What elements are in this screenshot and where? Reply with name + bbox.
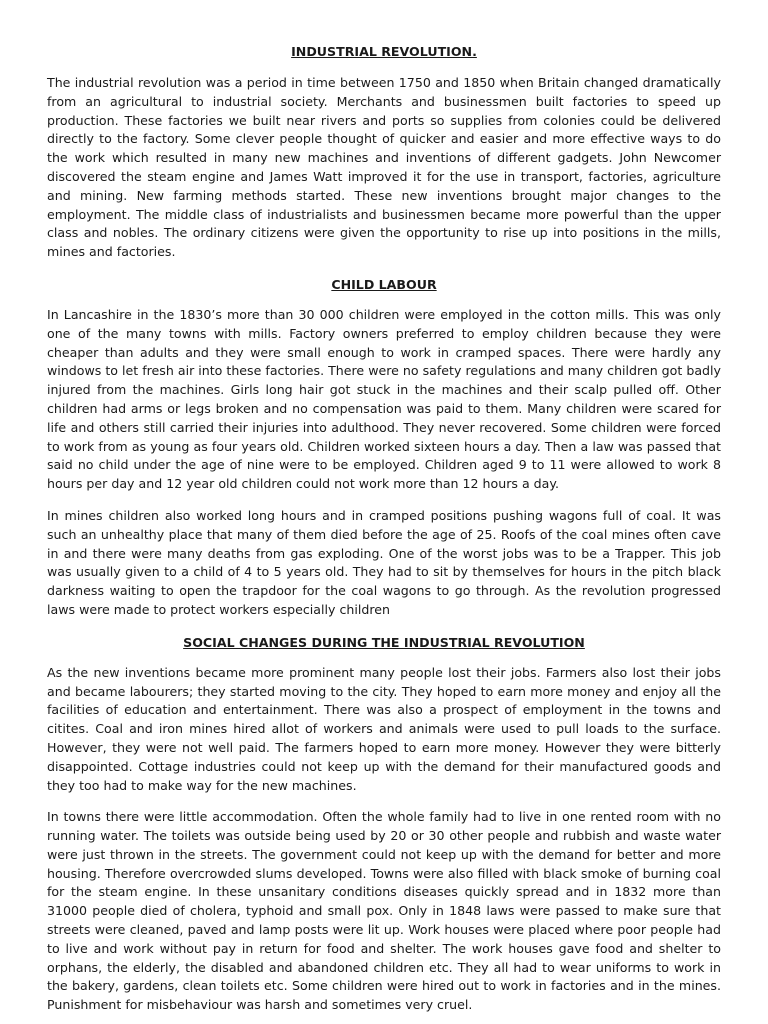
section-heading-child-labour: CHILD LABOUR <box>331 276 437 292</box>
section-heading-social-changes: SOCIAL CHANGES DURING THE INDUSTRIAL REVOLUTION <box>183 634 585 650</box>
document-title: INDUSTRIAL REVOLUTION. <box>291 44 477 59</box>
child-labour-paragraph-2: In mines children also worked long hours and in cramped positions pushing wagons full of coal. It was such an unhealthy place that many of them died before the age of 25. Roofs of the coal mines often cave in and there were many deaths from gas exploding. One of the worst jobs was to be a Trapper. This job was usually given to a child of 4 to 5 years old. They had to sit by themselves for hours in the pitch black darkness waiting to open the trapdoor for the coal wagons to go through. As the revolution progressed laws were made to protect workers especially children <box>47 507 721 617</box>
child-labour-paragraph-1: In Lancashire in the 1830’s more than 30 000 children were employed in the cotton mills. This was only one of the many towns with mills. Factory owners preferred to employ children because they were cheaper than adults and they were small enough to work in cramped spaces. There were hardly any windows to let fresh air into these factories. There were no safety regulations and many children got badly injured from the machines. Girls long hair got stuck in the machines and their scalp pulled off. Other children had arms or legs broken and no compensation was paid to them. Many children were scared for life and others still carried their injuries into adulthood. They never recovered. Some children were forced to work from as young as four years old. Children worked sixteen hours a day. Then a law was passed that said no child under the age of nine were to be employed. Children aged 9 to 11 were allowed to work 8 hours per day and 12 year old children could not work more than 12 hours a day. <box>47 306 721 492</box>
social-changes-paragraph-2: In towns there were little accommodation. Often the whole family had to live in one rented room with no running water. The toilets was outside being used by 20 or 30 other people and rubbish and waste water were just thrown in the streets. The government could not keep up with the demand for better and more housing. Therefore overcrowded slums developed. Towns were also filled with black smoke of burning coal for the steam engine. In these unsanitary conditions diseases quickly spread and in 1832 more than 31000 people died of cholera, typhoid and small pox. Only in 1848 laws were passed to make sure that streets were cleaned, paved and lamp posts were lit up. Work houses were placed where poor people had to live and work without pay in return for food and shelter. The work houses gave food and shelter to orphans, the elderly, the disabled and abandoned children etc. They all had to wear uniforms to work in the bakery, gardens, clean toilets etc. Some children were hired out to work in factories and in the mines. Punishment for misbehaviour was harsh and sometimes very cruel. <box>47 809 721 1013</box>
intro-paragraph: The industrial revolution was a period in time between 1750 and 1850 when Britain changed dramatically from an agricultural to industrial society. Merchants and businessmen built factories to speed up production. These factories we built near rivers and ports so supplies from colonies could be delivered directly to the factory. Some clever people thought of quicker and easier and more effective ways to do the work which resulted in many new machines and inventions of different gadgets. John Newcomer discovered the steam engine and James Watt improved it for the use in transport, factories, agriculture and mining. New farming methods started. These new inventions brought major changes to the employment. The middle class of industrialists and businessmen became more powerful than the upper class and nobles. The ordinary citizens were given the opportunity to rise up into positions in the mills, mines and factories. <box>47 75 721 260</box>
social-changes-paragraph-1: As the new inventions became more prominent many people lost their jobs. Farmers also lost their jobs and became labourers; they started moving to the city. They hoped to earn more money and enjoy all the facilities of education and entertainment. There was also a prospect of employment in the towns and citites. Coal and iron mines hired allot of workers and animals were used to pull loads to the surface. However, they were not well paid. The farmers hoped to earn more money. However they were bitterly disappointed. Cottage industries could not keep up with the demand for their manufactured goods and they too had to make way for the new machines. <box>47 664 721 793</box>
